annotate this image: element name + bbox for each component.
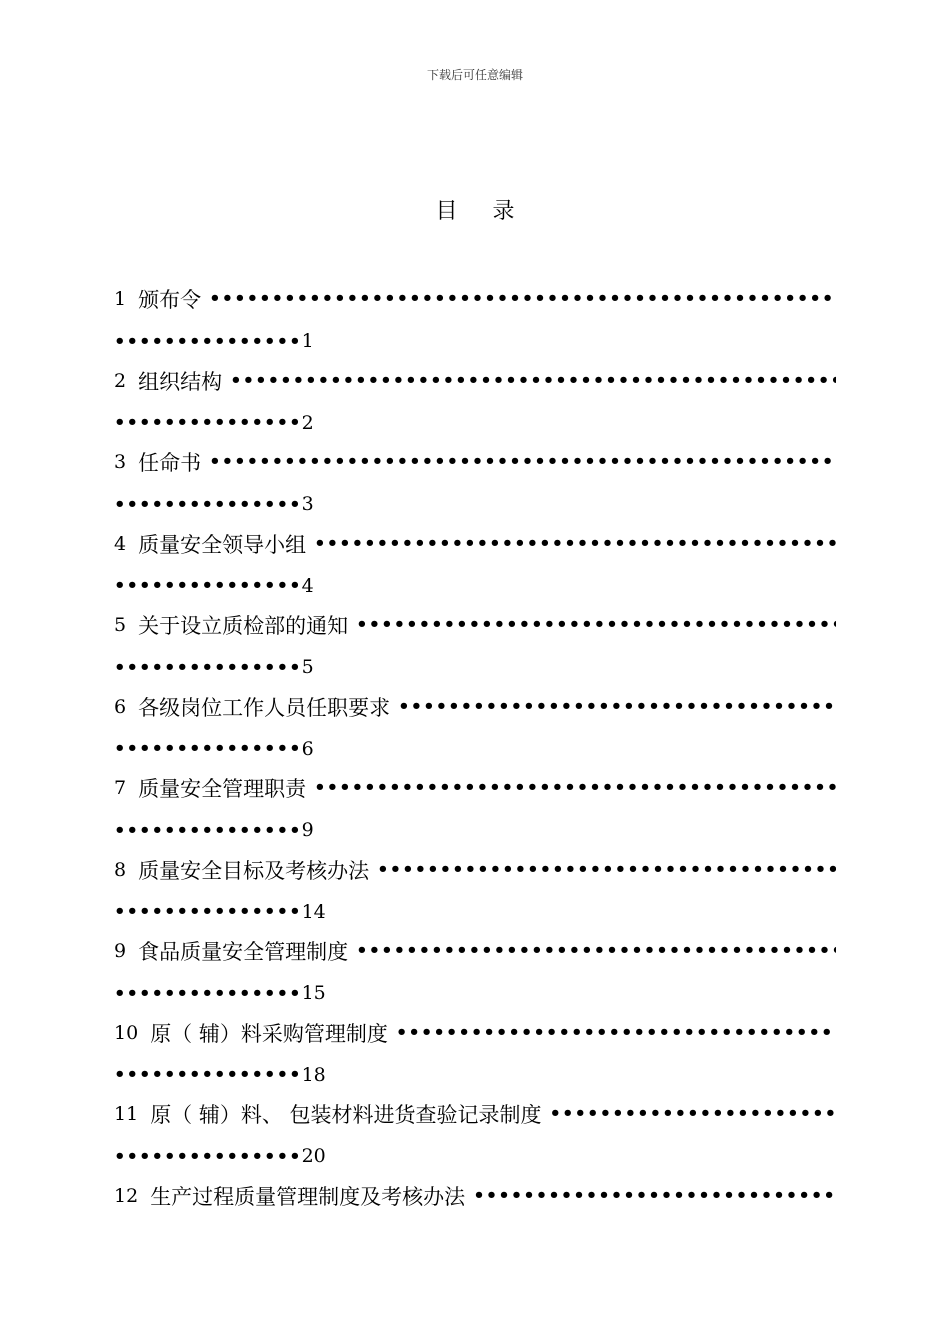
toc-entry-line	[114, 933, 836, 969]
toc-entry-page-line	[114, 734, 314, 764]
dot-leader	[230, 363, 836, 399]
dot-leader	[377, 852, 836, 888]
toc-entry-title: 生产过程质量管理制度及考核办法	[150, 1184, 466, 1209]
toc-entry-page: 20	[301, 1145, 326, 1167]
toc-entry-number: 2	[114, 369, 127, 392]
dot-leader	[114, 657, 302, 678]
toc-entry[interactable]	[114, 444, 836, 526]
toc-entry-line	[114, 281, 836, 317]
toc-entry-number: 8	[114, 858, 127, 881]
dot-leader	[356, 607, 836, 643]
toc-entry-page-line	[114, 652, 314, 682]
toc-entry-page-line	[114, 326, 314, 356]
toc-entry-page-line	[114, 1060, 326, 1090]
toc-entry-title: 组织结构	[138, 369, 223, 394]
toc-entry-line	[114, 607, 836, 643]
dot-leader	[114, 575, 302, 596]
toc-entry-line	[114, 444, 836, 480]
toc-entry[interactable]	[114, 1178, 836, 1260]
toc-entry-page: 5	[301, 656, 314, 678]
toc-entry-number: 7	[114, 777, 127, 799]
toc-entry-number: 3	[114, 451, 127, 473]
toc-entry-number: 5	[114, 614, 127, 636]
dot-leader	[114, 738, 302, 759]
page-title: 目 录	[435, 199, 529, 224]
toc-entry-page: 9	[301, 819, 314, 841]
toc-entry-page-line	[114, 1141, 326, 1171]
toc-entry-number: 1	[114, 288, 127, 310]
toc-entry-title: 质量安全管理职责	[138, 777, 307, 801]
toc-entry-line	[114, 526, 836, 562]
toc-entry-line	[114, 689, 836, 725]
toc-entry-page: 6	[301, 737, 314, 760]
toc-entry-page-line	[114, 978, 326, 1008]
toc-entry[interactable]	[114, 526, 836, 608]
dot-leader	[114, 901, 302, 922]
dot-leader	[473, 1178, 836, 1214]
toc-entry-title: 食品质量安全管理制度	[138, 940, 349, 964]
toc-entry-page: 2	[301, 411, 314, 434]
toc-entry-line	[114, 1096, 836, 1132]
toc-entry[interactable]	[114, 770, 836, 852]
toc-entry-number: 4	[114, 532, 127, 555]
toc-entry-number: 9	[114, 940, 127, 962]
toc-entry-number: 6	[114, 695, 127, 718]
dot-leader	[314, 770, 836, 806]
toc-entry-title: 原（ 辅）料、 包装材料进货查验记录制度	[150, 1103, 542, 1127]
toc-entry-title: 颁布令	[138, 288, 202, 312]
toc-entry-page: 15	[301, 982, 326, 1004]
toc-entry[interactable]	[114, 689, 836, 771]
toc-entry-number: 10	[114, 1021, 139, 1044]
dot-leader	[396, 1015, 836, 1051]
toc-entry[interactable]	[114, 607, 836, 689]
dot-leader	[114, 1146, 302, 1167]
dot-leader	[550, 1096, 836, 1132]
toc-entry-page-line	[114, 489, 314, 519]
toc-entry[interactable]	[114, 281, 836, 363]
table-of-contents	[114, 281, 836, 1259]
dot-leader	[398, 689, 836, 725]
toc-entry-page: 4	[301, 574, 314, 597]
dot-leader	[356, 933, 836, 969]
toc-entry-page: 1	[301, 330, 314, 352]
toc-entry[interactable]	[114, 1015, 836, 1097]
toc-entry-title: 各级岗位工作人员任职要求	[138, 695, 391, 720]
toc-entry[interactable]	[114, 852, 836, 934]
dot-leader	[114, 1064, 302, 1085]
toc-entry-line	[114, 1015, 836, 1051]
toc-entry-line	[114, 1178, 836, 1214]
toc-entry[interactable]	[114, 1096, 836, 1178]
dot-leader	[209, 444, 836, 480]
toc-entry-page-line	[114, 408, 314, 438]
dot-leader	[314, 526, 836, 562]
dot-leader	[114, 494, 302, 515]
toc-entry-page-line	[114, 571, 314, 601]
dot-leader	[114, 820, 302, 841]
header-note: 下载后可任意编辑	[426, 68, 523, 82]
toc-entry-title: 关于设立质检部的通知	[138, 614, 349, 638]
toc-entry-line	[114, 852, 836, 888]
toc-entry-title: 质量安全领导小组	[138, 532, 307, 557]
toc-entry-page: 18	[301, 1063, 326, 1086]
dot-leader	[114, 331, 302, 352]
toc-entry-number: 11	[114, 1103, 139, 1125]
toc-entry-number: 12	[114, 1184, 139, 1207]
toc-entry-page: 14	[301, 900, 326, 923]
dot-leader	[114, 983, 302, 1004]
toc-entry-title: 任命书	[138, 451, 202, 475]
toc-entry-page-line	[114, 815, 314, 845]
dot-leader	[114, 412, 302, 433]
toc-entry[interactable]	[114, 933, 836, 1015]
toc-entry-title: 质量安全目标及考核办法	[138, 858, 370, 883]
toc-entry-page-line	[114, 897, 326, 927]
toc-entry-line	[114, 770, 836, 806]
toc-entry-line	[114, 363, 836, 399]
dot-leader	[209, 281, 836, 317]
toc-entry-title: 原（ 辅）料采购管理制度	[150, 1021, 388, 1046]
toc-entry[interactable]	[114, 363, 836, 445]
toc-entry-page: 3	[301, 493, 314, 515]
